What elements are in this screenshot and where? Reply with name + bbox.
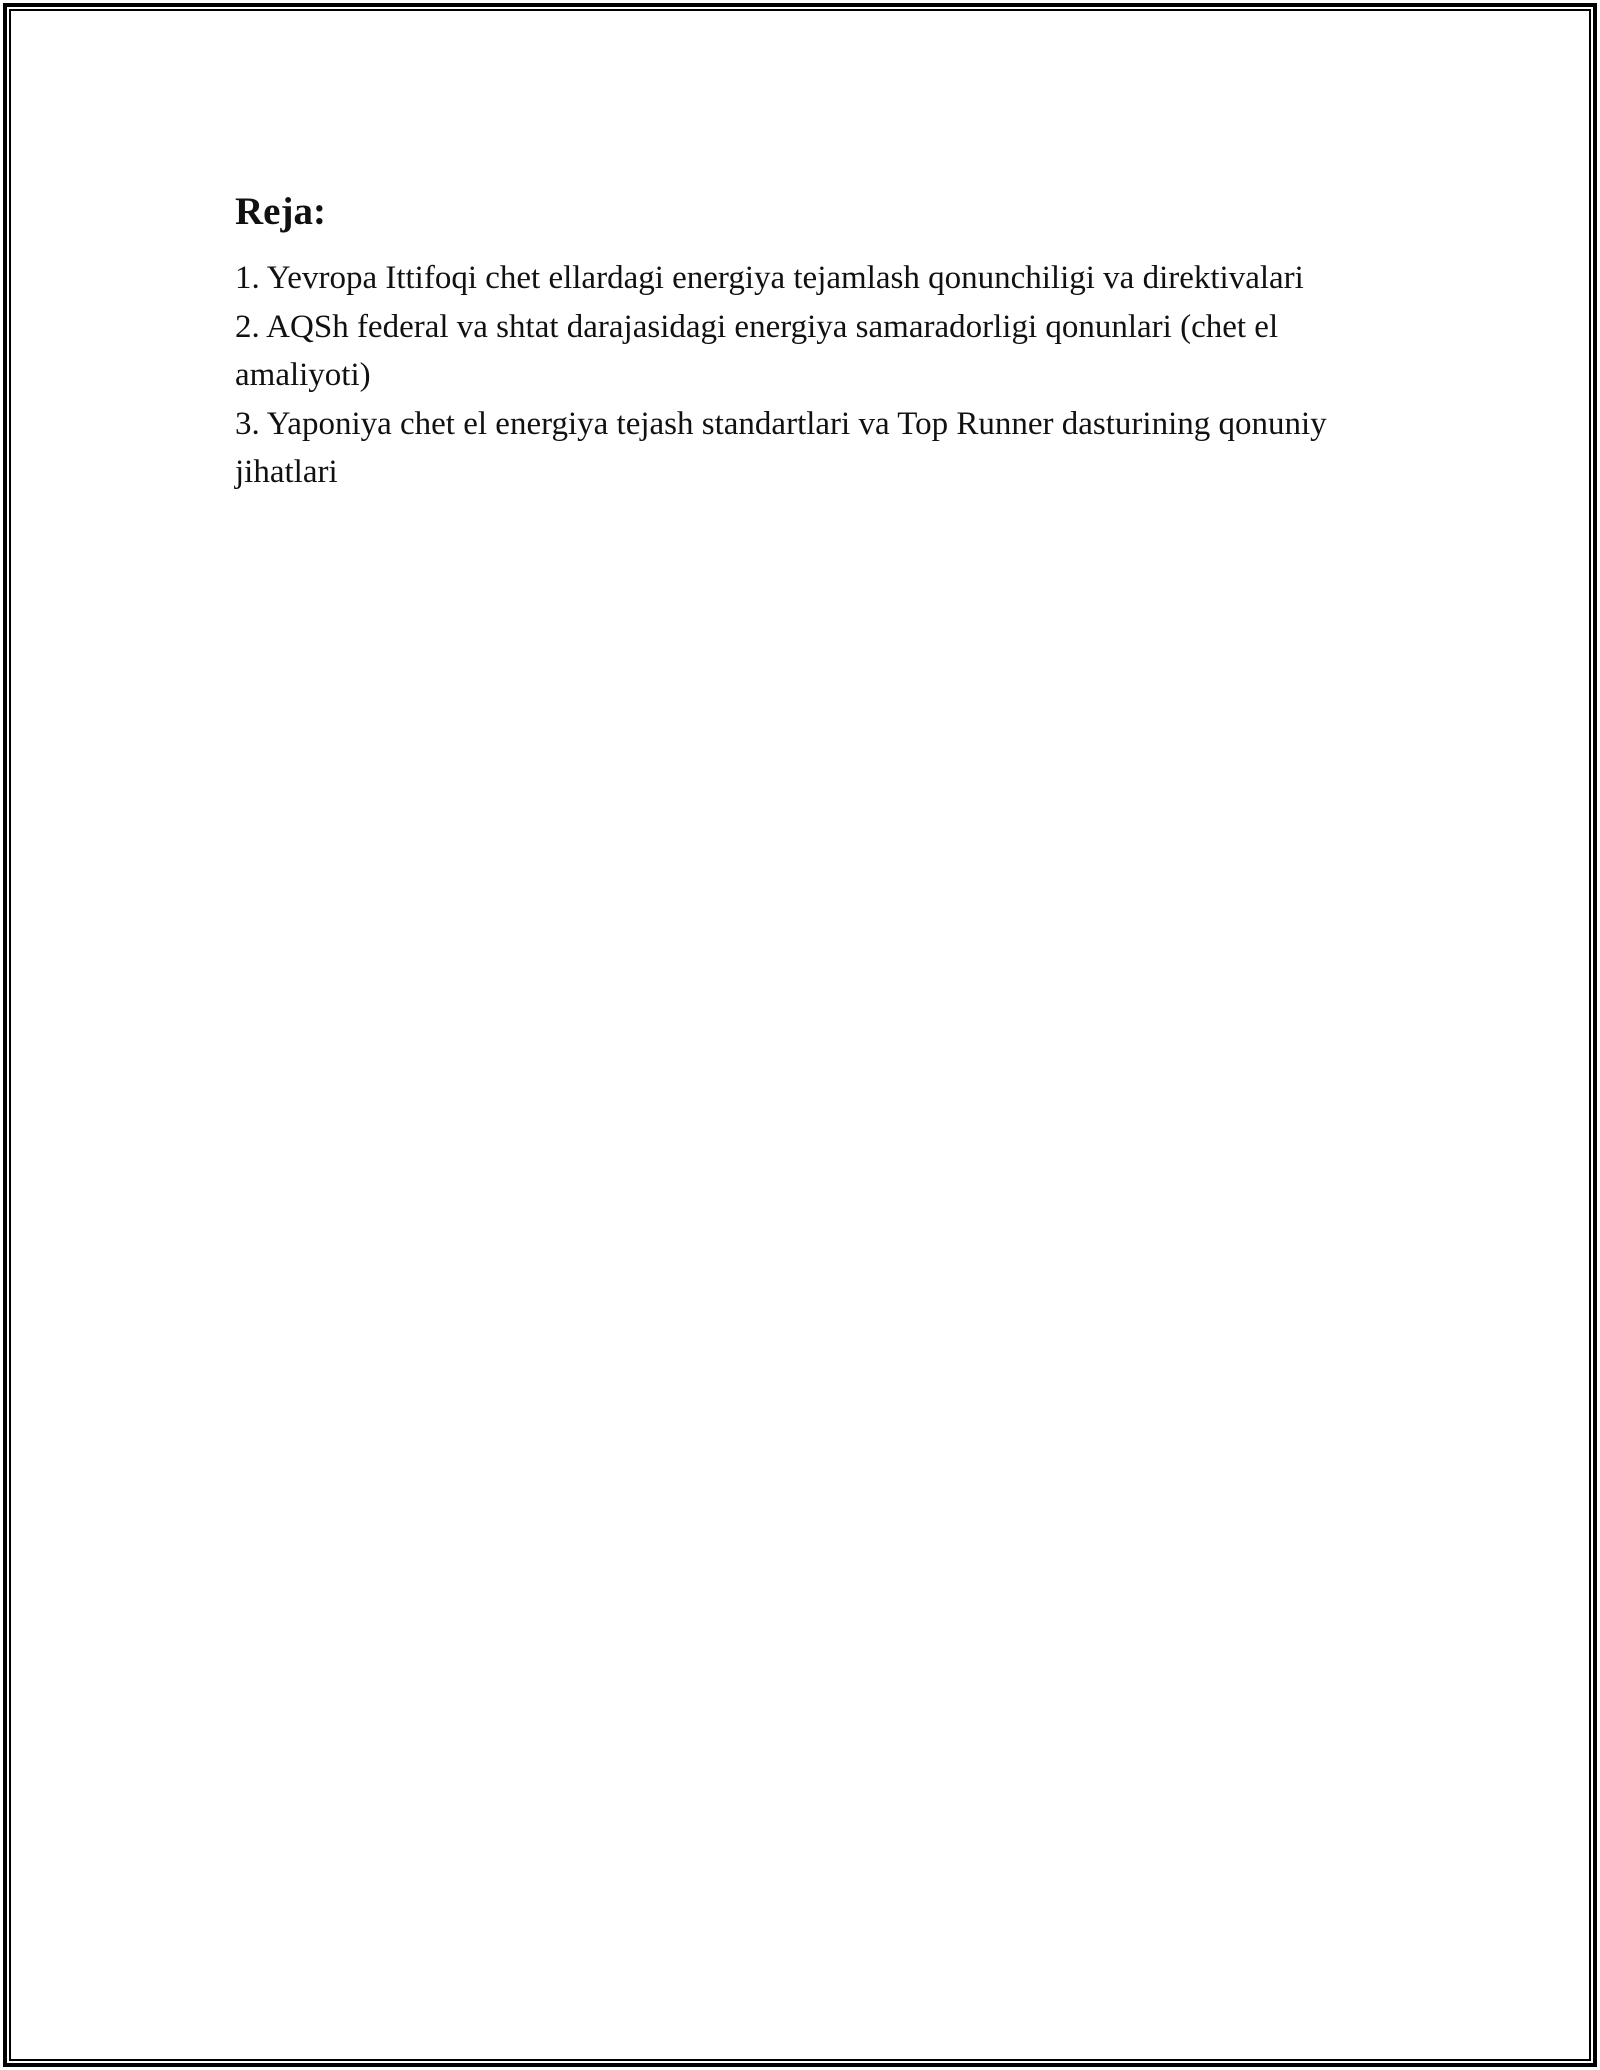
plan-item-3: 3. Yaponiya chet el energiya tejash standartlari va Top Runner dasturining qonuniy jihatlari bbox=[235, 405, 1327, 490]
page-content bbox=[235, 186, 1385, 497]
plan-heading: Reja: bbox=[235, 190, 326, 233]
plan-item-2: 2. AQSh federal va shtat darajasidagi energiya samaradorligi qonunlari (chet el amaliyoti) bbox=[235, 308, 1279, 393]
plan-list bbox=[235, 254, 1385, 497]
plan-item-1: 1. Yevropa Ittifoqi chet ellardagi energiya tejamlash qonunchiligi va direktivalari bbox=[235, 260, 1304, 296]
